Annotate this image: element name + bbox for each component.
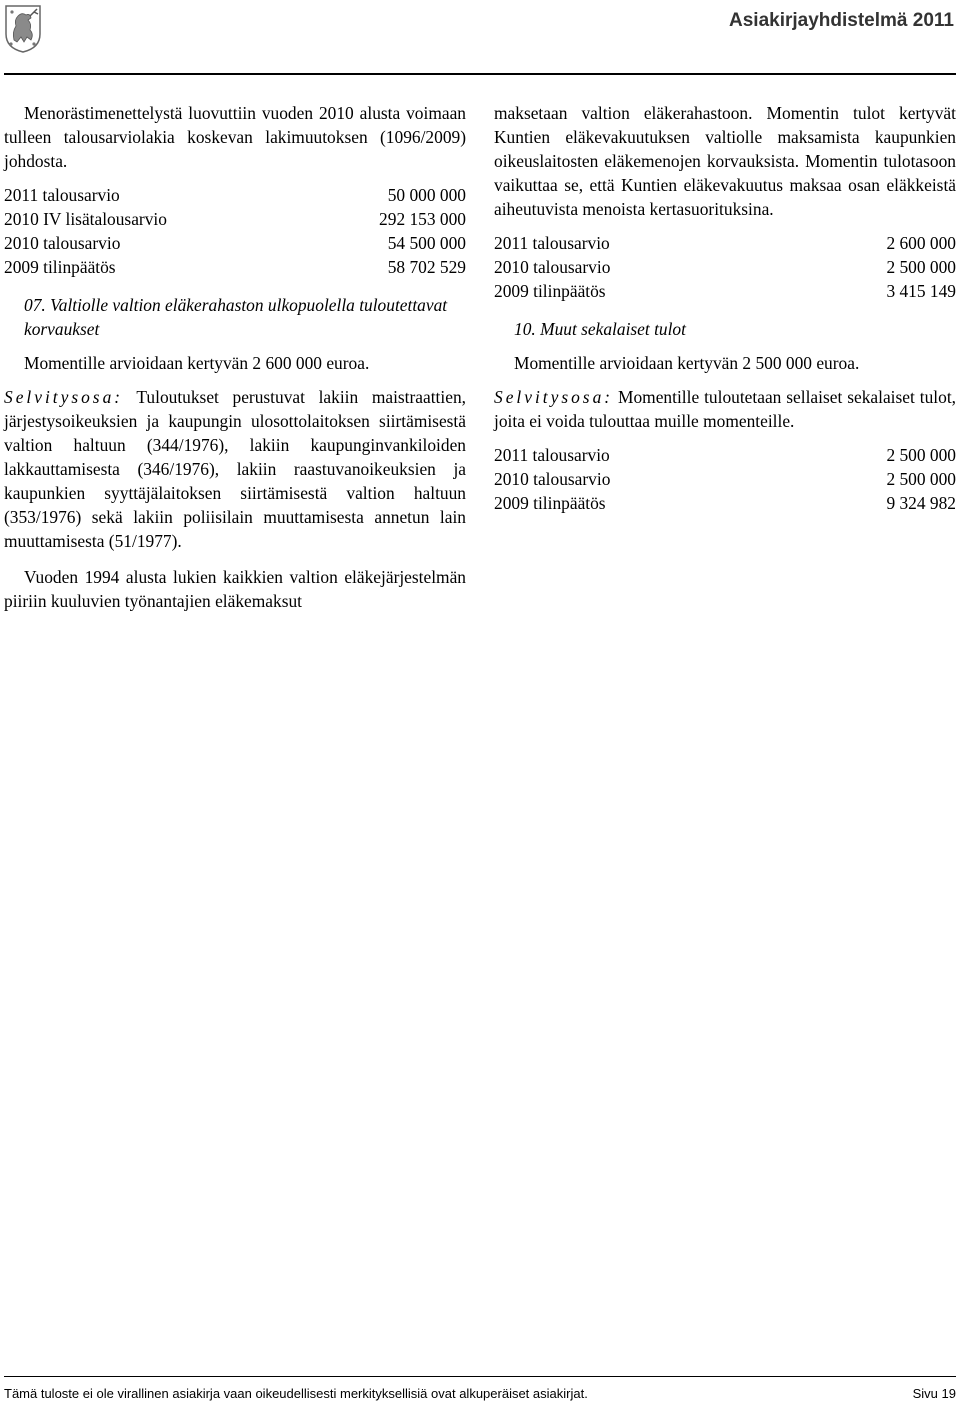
selvitys-text: Momentille tuloutetaan sellaiset sekalaiset tulot, joita ei voida tulouttaa muille momenteille. [494, 387, 956, 431]
figure-label: 2010 IV lisätalousarvio [4, 209, 167, 229]
figure-label: 2011 talousarvio [494, 233, 610, 253]
page-number: Sivu 19 [912, 1386, 956, 1401]
figure-label: 2010 talousarvio [4, 233, 121, 253]
figures-table-1 [4, 183, 466, 279]
figure-value: 58 702 529 [387, 257, 466, 277]
figure-value: 50 000 000 [387, 185, 466, 205]
header-divider [4, 73, 956, 75]
selvitys-paragraph [494, 385, 956, 433]
figure-value: 2 500 000 [886, 469, 956, 489]
figure-label: 2011 talousarvio [494, 445, 610, 465]
section-10-heading: 10. Muut sekalaiset tulot [514, 319, 686, 339]
table-row [494, 443, 956, 467]
figure-value: 3 415 149 [886, 281, 956, 301]
figure-label: 2009 tilinpäätös [494, 281, 606, 301]
figures-table-3 [494, 443, 956, 515]
figure-value: 54 500 000 [387, 233, 466, 253]
continued-paragraph: Vuoden 1994 alusta lukien kaikkien valtion eläkejärjestelmän piiriin kuuluvien työnantajien eläkemaksut [4, 567, 466, 611]
table-row [494, 231, 956, 255]
table-row [494, 255, 956, 279]
footer-divider [4, 1376, 956, 1377]
page-header [0, 0, 960, 80]
table-row [4, 207, 466, 231]
section-07-estimate: Momentille arvioidaan kertyvän 2 600 000 euroa. [24, 353, 370, 373]
figure-label: 2009 tilinpäätös [4, 257, 116, 277]
figure-value: 2 600 000 [886, 233, 956, 253]
intro-paragraph: Menorästimenettelystä luovuttiin vuoden 2010 alusta voimaan tulleen talousarviolakia koskevan lakimuutoksen (1096/2009) johdosta. [4, 103, 466, 171]
selvitys-label: Selvitysosa: [494, 387, 614, 407]
footer-disclaimer: Tämä tuloste ei ole virallinen asiakirja vaan oikeudellisesti merkityksellisiä ovat alkuperäiset asiakirjat. [4, 1386, 588, 1401]
table-row [494, 491, 956, 515]
table-row [494, 279, 956, 303]
table-row [494, 467, 956, 491]
right-column [494, 101, 956, 515]
figure-label: 2010 talousarvio [494, 257, 611, 277]
figure-value: 292 153 000 [379, 209, 466, 229]
continued-paragraph-end: maksetaan valtion eläkerahastoon. Momentin tulot kertyvät Kuntien eläkevakuutuksen valtiolle maksamista kaupunkien oikeuslaitosten eläkemenojen korvauksista. Momentin tulotasoon vaikuttaa se, että Kuntien eläkevakuutus maksaa osan eläkkeistä aiheutuvista menoista kertasuorituksina. [494, 103, 956, 219]
figures-table-2 [494, 231, 956, 303]
document-title: Asiakirjayhdistelmä 2011 [729, 10, 954, 31]
selvitys-label: Selvitysosa: [4, 387, 124, 407]
left-column [4, 101, 466, 613]
selvitys-paragraph [4, 385, 466, 553]
figure-value: 9 324 982 [886, 493, 956, 513]
selvitys-text: Tuloutukset perustuvat lakiin maistraattien, järjestysoikeuksien ja kaupungin ulosottolaitoksen siirtämisestä valtion haltuun (344/1976), lakiin kaupunginvankiloiden lakkauttamisesta (346/1976), lakiin raastuvanoikeuksien ja kaupunkien syyttäjälaitoksen siirtämisestä valtion haltuun (353/1976) sekä lakiin poliisilain muuttamisesta annetun lain muuttamisesta (51/1977). [4, 387, 466, 551]
figure-value: 2 500 000 [886, 445, 956, 465]
section-07-heading: 07. Valtiolle valtion eläkerahaston ulkopuolella tuloutettavat korvaukset [24, 295, 448, 339]
figure-label: 2011 talousarvio [4, 185, 120, 205]
table-row [4, 255, 466, 279]
figure-value: 2 500 000 [886, 257, 956, 277]
figure-label: 2009 tilinpäätös [494, 493, 606, 513]
figure-label: 2010 talousarvio [494, 469, 611, 489]
table-row [4, 231, 466, 255]
section-10-estimate: Momentille arvioidaan kertyvän 2 500 000 euroa. [514, 353, 860, 373]
finnish-coat-of-arms-lion-icon [4, 4, 42, 54]
table-row [4, 183, 466, 207]
